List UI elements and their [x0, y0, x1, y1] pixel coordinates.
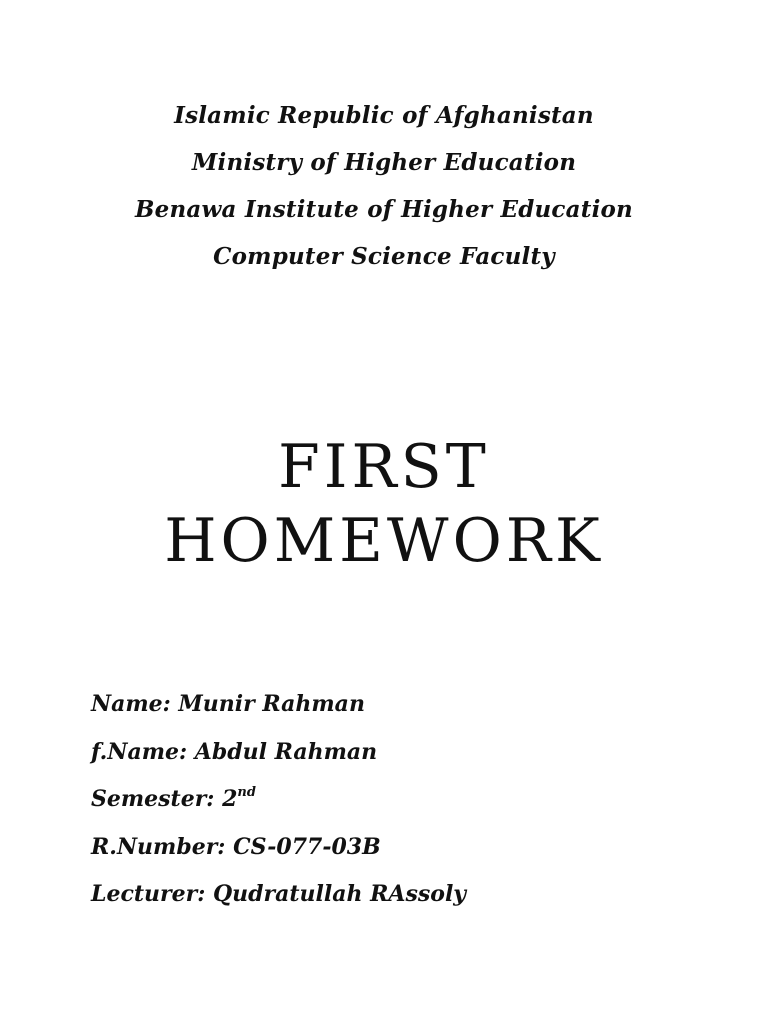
semester [91, 776, 691, 824]
lecturer: Lecturer: Qudratullah RAssoly [91, 881, 467, 907]
country-line: Islamic Republic of Afghanistan [174, 102, 594, 129]
semester-value: Semester: 2 [91, 786, 238, 812]
title-line-homework: HOMEWORK [164, 506, 604, 576]
title-line-first: FIRST [278, 432, 490, 502]
institute-line: Benawa Institute of Higher Education [135, 196, 633, 223]
institution-header [0, 92, 768, 280]
registration-number: R.Number: CS-077-03B [91, 833, 381, 860]
ministry-line: Ministry of Higher Education [191, 149, 577, 176]
student-name: Name: Munir Rahman [91, 691, 365, 717]
semester-ordinal-suffix: nd [237, 784, 256, 800]
student-details [91, 681, 691, 919]
document-title [0, 430, 768, 578]
faculty-line: Computer Science Faculty [213, 243, 555, 270]
father-name: f.Name: Abdul Rahman [91, 738, 378, 765]
